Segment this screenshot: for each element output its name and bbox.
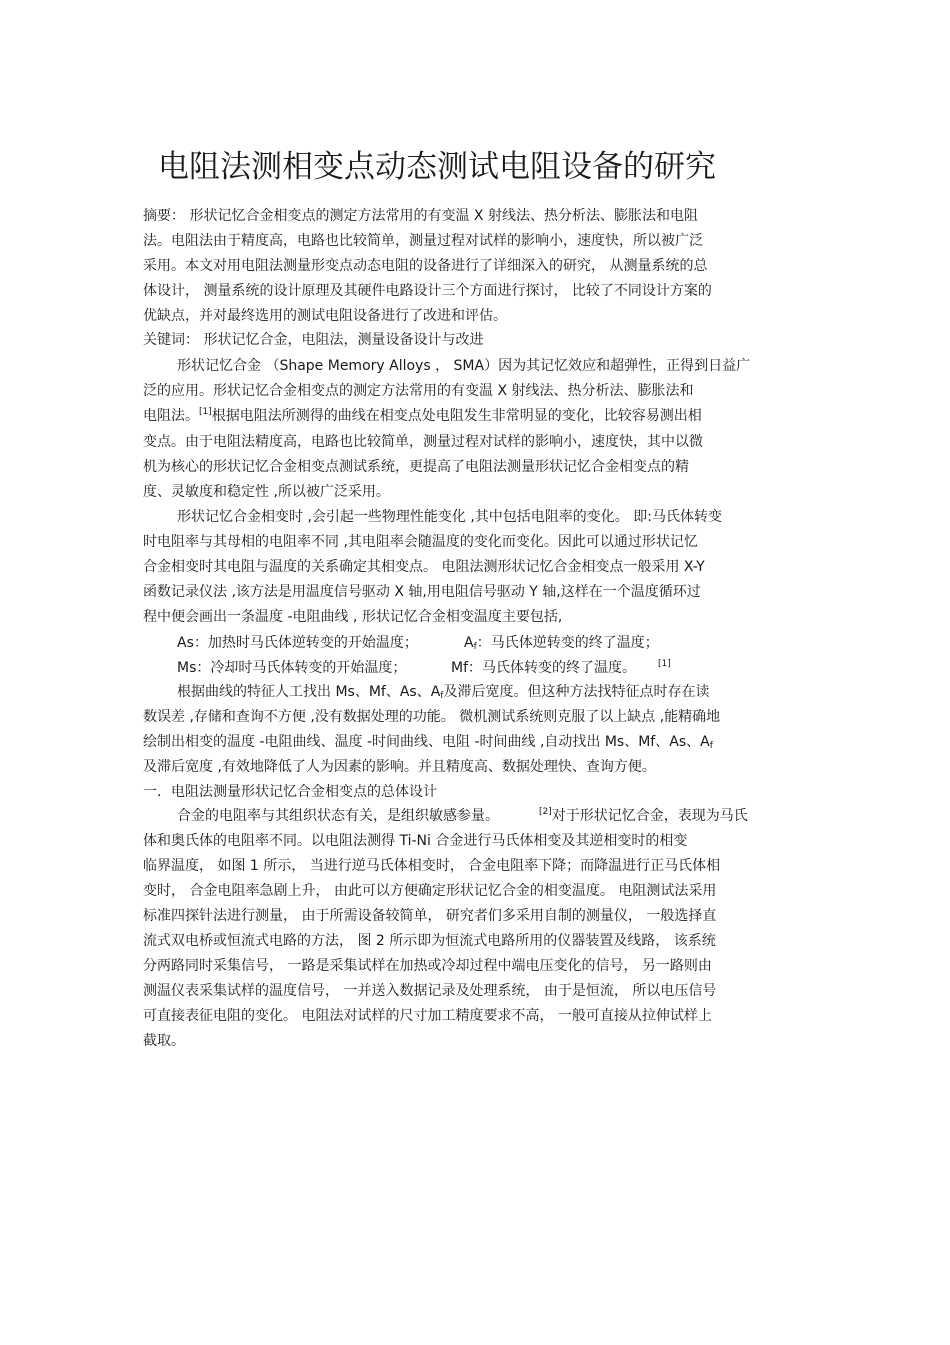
paragraph-line: 度、灵敏度和稳定性 ,所以被广泛采用。: [143, 484, 390, 500]
paragraph-line: 电阻法。[1]根据电阻法所测得的曲线在相变点处电阻发生非常明显的变化，比较容易测出相: [143, 407, 702, 424]
definition-af: $A_f$：马氏体逆转变的终了温度；: [464, 635, 659, 652]
abstract-line: 法。电阻法由于精度高，电路也比较简单，测量过程对试样的影响小，速度快，所以被广泛: [143, 233, 703, 249]
paragraph-line: 流式双电桥或恒流式电路的方法， 图 2 所示即为恒流式电路所用的仪器装置及线路， 该系统: [143, 933, 716, 949]
paragraph-line: 及滞后宽度 ,有效地降低了人为因素的影响。并且精度高、数据处理快、查询方便。: [143, 759, 656, 775]
paragraph-line: 标准四探针法进行测量， 由于所需设备较简单， 研究者们多采用自制的测量仪， 一般选择直: [143, 908, 717, 924]
paragraph-line: 泛的应用。形状记忆合金相变点的测定方法常用的有变温 X 射线法、热分析法、膨胀法和: [143, 383, 694, 399]
paragraph-line: 截取。: [143, 1033, 185, 1049]
page-title: 电阻法测相变点动态测试电阻设备的研究: [158, 149, 716, 185]
paragraph-line: 函数记录仪法 ,该方法是用温度信号驱动 X 轴,用电阻信号驱动 Y 轴,这样在一个温度循环过: [143, 584, 701, 600]
section-heading: 一．电阻法测量形状记忆合金相变点的总体设计: [143, 784, 437, 800]
citation: [1]: [199, 407, 212, 417]
definition-mf: Mf：马氏体转变的终了温度。 [1]: [451, 659, 671, 676]
paragraph-line: 时电阻率与其母相的电阻率不同 ,其电阻率会随温度的变化而变化。因此可以通过形状记忆: [143, 534, 698, 550]
abstract-line: 体设计， 测量系统的设计原理及其硬件电路设计三个方面进行探讨， 比较了不同设计方案的: [143, 283, 712, 299]
abstract-line: 采用。本文对用电阻法测量形变点动态电阻的设备进行了详细深入的研究， 从测量系统的总: [143, 258, 708, 274]
paragraph-line: 合金的电阻率与其组织状态有关，是组织敏感参量。 [2]对于形状记忆合金，表现为马氏: [177, 807, 748, 824]
paragraph-line: 形状记忆合金相变时 ,会引起一些物理性能变化 ,其中包括电阻率的变化。 即:马氏体转变: [177, 509, 722, 525]
paragraph-line: 绘制出相变的温度 -电阻曲线、温度 -时间曲线、电阻 -时间曲线 ,自动找出 Ms、Mf、As、$A_f$: [143, 734, 713, 751]
keywords: 关键词： 形状记忆合金，电阻法，测量设备设计与改进: [143, 332, 484, 348]
paragraph-line: 体和奥氏体的电阻率不同。以电阻法测得 Ti-Ni 合金进行马氏体相变及其逆相变时的相变: [143, 833, 688, 849]
paragraph-line: 变时， 合金电阻率急剧上升， 由此可以方便确定形状记忆合金的相变温度。 电阻测试法采用: [143, 883, 717, 899]
abstract-line: 优缺点，并对最终选用的测试电阻设备进行了改进和评估。: [143, 308, 507, 324]
abstract-line: 摘要： 形状记忆合金相变点的测定方法常用的有变温 X 射线法、热分析法、膨胀法和电阻: [143, 208, 698, 224]
definition-ms: Ms：冷却时马氏体转变的开始温度；: [177, 660, 407, 676]
paragraph-line: 临界温度， 如图 1 所示， 当进行逆马氏体相变时， 合金电阻率下降；而降温进行正马氏体相: [143, 858, 721, 874]
definition-as: As：加热时马氏体逆转变的开始温度；: [177, 635, 418, 651]
paragraph-line: 测温仪表采集试样的温度信号， 一并送入数据记录及处理系统， 由于是恒流， 所以电压信号: [143, 983, 717, 999]
paragraph-line: 形状记忆合金 （Shape Memory Alloys ， SMA）因为其记忆效应和超弹性，正得到日益广: [177, 358, 751, 374]
citation: [1]: [658, 659, 671, 669]
paragraph-line: 根据曲线的特征人工找出 Ms、Mf、As、$A_f$及滞后宽度。但这种方法找特征点时存在读: [177, 684, 710, 701]
paragraph-line: 机为核心的形状记忆合金相变点测试系统，更提高了电阻法测量形状记忆合金相变点的精: [143, 459, 689, 475]
citation: [2]: [539, 807, 552, 817]
paragraph-line: 程中便会画出一条温度 -电阻曲线 , 形状记忆合金相变温度主要包括,: [143, 609, 563, 625]
paragraph-line: 变点。由于电阻法精度高，电路也比较简单，测量过程对试样的影响小，速度快，其中以微: [143, 434, 703, 450]
paragraph-line: 可直接表征电阻的变化。 电阻法对试样的尺寸加工精度要求不高， 一般可直接从拉伸试样上: [143, 1008, 712, 1024]
paragraph-line: 数误差 ,存储和查询不方便 ,没有数据处理的功能。 微机测试系统则克服了以上缺点 ,能精确地: [143, 709, 721, 725]
paragraph-line: 合金相变时其电阻与温度的关系确定其相变点。 电阻法测形状记忆合金相变点一般采用 X-Y: [143, 559, 705, 575]
paragraph-line: 分两路同时采集信号， 一路是采集试样在加热或冷却过程中端电压变化的信号， 另一路则由: [143, 958, 712, 974]
